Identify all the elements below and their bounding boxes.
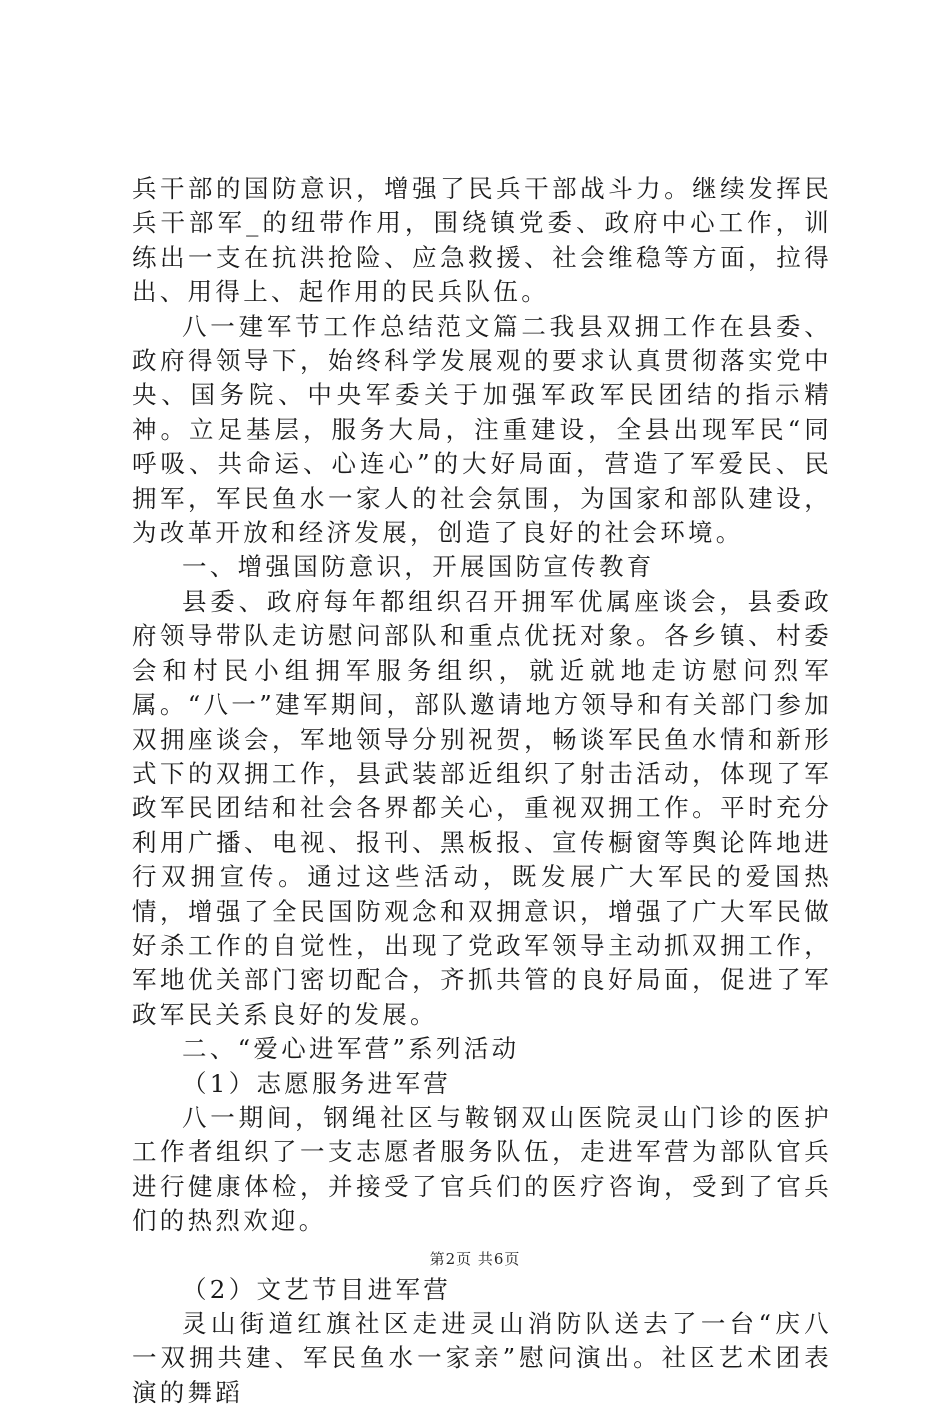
page-footer: 第2页 共6页 (429, 1250, 521, 1268)
document-body (132, 172, 832, 1410)
subsection-heading-2: （2）文艺节目进军营 (182, 1274, 452, 1304)
section-heading-2: 二、“爱心进军营”系列活动 (182, 1034, 520, 1064)
paragraph-subsection-2: 灵山街道红旗社区走进灵山消防队送去了一台“庆八一双拥共建、军民鱼水一家亲”慰问演出。社区艺术团表演的舞蹈 (132, 1309, 832, 1407)
subsection-heading-1: （1）志愿服务进军营 (182, 1068, 452, 1098)
paragraph-intro: 八一建军节工作总结范文篇二我县双拥工作在县委、政府得领导下，始终科学发展观的要求认真贯彻落实党中央、国务院、中央军委关于加强军政军民团结的指示精神。立足基层，服务大局，注重建设，全县出现军民“同呼吸、共命运、心连心”的大好局面，营造了军爱民、民拥军，军民鱼水一家人的社会氛围，为国家和部队建设，为改革开放和经济发展，创造了良好的社会环境。 (132, 311, 832, 548)
paragraph-continuation: 兵干部的国防意识，增强了民兵干部战斗力。继续发挥民兵干部军_的纽带作用，围绕镇党委、政府中心工作，训练出一支在抗洪抢险、应急救援、社会维稳等方面，拉得出、用得上、起作用的民兵队伍。 (132, 174, 832, 307)
section-heading-1: 一、增强国防意识，开展国防宣传教育 (182, 552, 655, 582)
paragraph-section-1: 县委、政府每年都组织召开拥军优属座谈会，县委政府领导带队走访慰问部队和重点优抚对象。各乡镇、村委会和村民小组拥军服务组织，就近就地走访慰问烈军属。“八一”建军期间，部队邀请地方领导和有关部门参加双拥座谈会，军地领导分别祝贺，畅谈军民鱼水情和新形式下的双拥工作，县武装部近组织了射击活动，体现了军政军民团结和社会各界都关心，重视双拥工作。平时充分利用广播、电视、报刊、黑板报、宣传橱窗等舆论阵地进行双拥宣传。通过这些活动，既发展广大军民的爱国热情，增强了全民国防观念和双拥意识，增强了广大军民做好杀工作的自觉性，出现了党政军领导主动抓双拥工作，军地优关部门密切配合，齐抓共管的良好局面，促进了军政军民关系良好的发展。 (132, 586, 832, 1029)
paragraph-subsection-1: 八一期间，钢绳社区与鞍钢双山医院灵山门诊的医护工作者组织了一支志愿者服务队伍，走进军营为部队官兵进行健康体检，并接受了官兵们的医疗咨询，受到了官兵们的热烈欢迎。 (132, 1102, 832, 1236)
